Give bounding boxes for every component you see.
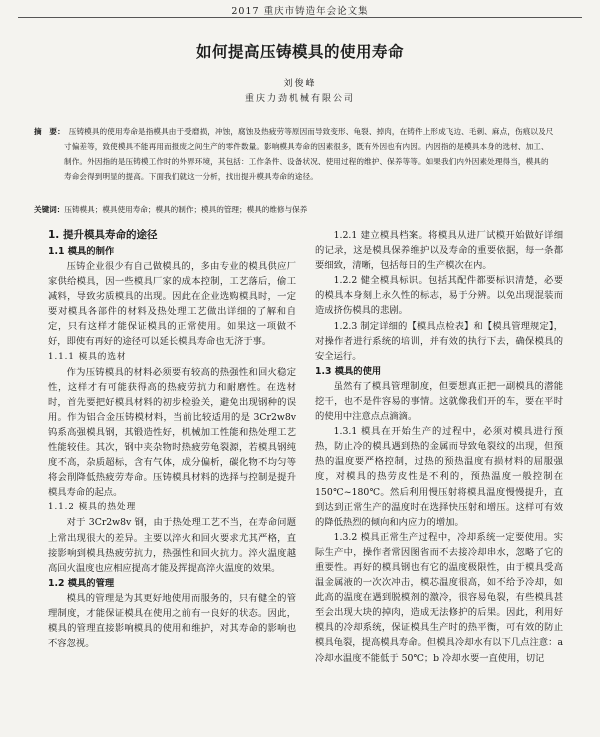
subsection-heading: 1.2 模具的管理	[48, 577, 115, 589]
subsection-heading: 1.1 模具的制作	[48, 246, 115, 257]
paragraph: 压铸企业很少有自己做模具的，多由专业的模具供应厂家供给模具，因一些模具厂家的成本控制，工艺落后，偷工减料，导致劣质模具的出现。因此在企业选购模具时，一定要对模具各部件的材料及热处理工艺做出详细的了解和自定，只有这样才能保证模具的正常使用。如果这一项做不好，即使有再好的途径可以延长模具寿命也无济于事。	[48, 261, 296, 348]
paragraph: 1.2.1 建立模具档案。将模具从进厂试模开始做好详细的记录，这是模具保养维护以及寿命的重要依据，每一条都要细致，清晰，包括每日的生产模次在内。	[315, 230, 563, 272]
paragraph: 虽然有了模具管理制度，但要想真正把一副模具的潜能挖干，也不是件容易的事情。这就像我们开的车，要在平时的使用中注意点点滴滴。	[315, 380, 563, 423]
subsection-heading: 1.3 模具的使用	[315, 365, 382, 377]
abstract	[34, 124, 556, 184]
abstract-text: 压铸模具的使用寿命是指模具由于受磨损，冲蚀，腐蚀及热疲劳等原因而导致变形、龟裂、掉肉，在铸件上形成飞边、毛刺、麻点，伤痕以及尺寸偏差等，致使模具不能再用而报废之间生产的零件数量。影响模具寿命的因素很多，既有外因也有内因。内因指的是模具本身的选材、加工、制作。外因指的是压铸模工作时的外界环境，其包括：工作条件、设备状况、使用过程的维护、保养等等。如果我们内外因素处理得当，模具的寿命会得到明显的提高。下面我们就这一分析，找出提升模具寿命的途径。	[64, 127, 554, 181]
abstract-label: 摘 要：	[34, 127, 65, 136]
section-heading: 1. 提升模具寿命的途径	[48, 229, 158, 241]
paper-title: 如何提高压铸模具的使用寿命	[195, 43, 404, 61]
paragraph: 1.2.2 健全模具标识。包括其配件都要标识清楚，必要的模具本身刻上永久性的标志，易于分辨。以免出现混装而造成挤伤模具的悲剧。	[315, 275, 563, 317]
author-name: 刘俊峰	[283, 79, 317, 89]
keywords-text: 压铸模具；模具使用寿命；模具的制作；模具的管理；模具的维修与保养	[64, 205, 308, 214]
subsubsection-heading: 1.1.2 模具的热处理	[48, 502, 137, 513]
running-header: 2017 重庆市铸造年会论文集	[231, 6, 369, 17]
keywords	[34, 203, 564, 216]
right-column	[315, 228, 563, 666]
subsubsection-heading: 1.1.1 模具的选材	[48, 351, 127, 362]
paragraph: 1.3.2 模具正常生产过程中，冷却系统一定要使用。实际生产中，操作者常因图省而不去接冷却串水，忽略了它的重要性。再好的模具钢也有它的温度极限性，由于模具受高温金属液的一次次冲击，模芯温度很高，如不给予冷却，如此高的温度在遇到脱模剂的激冷，很容易龟裂，有些模具甚至会出现大块的掉肉，造成无法修护的后果。因此，利用好模具的冷却系统，保证模具生产时的热平衡，可有效的防止模具龟裂，提高模具寿命。但模具冷却水有以下几点注意：a 冷却水温度不能低于 50℃；b 冷却水要一直使用，切记	[315, 531, 563, 664]
author-affiliation: 重庆力劲机械有限公司	[244, 94, 355, 104]
left-column	[48, 228, 296, 651]
paragraph: 对于 3Cr2w8v 钢，由于热处理工艺不当，在寿命问题上常出现很大的差异。主要以淬火和回火要求尤其严格，直接影响到模具热疲劳抗力，热强性和回火抗力。淬火温度越高回火温度也应相应提高才能及挥提高淬火温度的效果。	[48, 517, 296, 574]
header-rule	[18, 17, 582, 18]
paragraph: 作为压铸模具的材料必须要有较高的热强性和回火稳定性，这样才有可能获得高的热疲劳抗力和耐磨性。在选材时，首先要把好模具材料的初步检验关，避免出现钢种的误用。作为铝合金压铸模材料，当前比较适用的是 3Cr2w8v 钨系高强模具钢，其锻造性好，机械加工性能和热处理工艺性能较佳。其次，钢中夹杂物时热疲劳龟裂源，若模具钢纯度不高，杂质超标，含有气体，成分偏析，碳化物不均匀等将会削降低热疲劳寿命。压铸模具材料的选择与控制是提升模具寿命的起点。	[48, 366, 296, 499]
paragraph: 1.2.3 制定详细的【模具点检表】和【模具管理规定】，对操作者进行系统的培训，并有效的执行下去，确保模具的安全运行。	[315, 320, 563, 362]
keywords-label: 关键词：	[34, 205, 65, 214]
paragraph: 模具的管理是为其更好地使用而服务的，只有健全的管理制度，才能保证模具在使用之前有一良好的状态。因此，模具的管理直接影响模具的使用和维护，对其寿命的影响也不容忽视。	[48, 592, 296, 650]
paragraph: 1.3.1 模具在开始生产的过程中，必须对模具进行预热，防止冷的模具遇到热的金属而导致龟裂纹的出现，但预热的温度要严格控制，过热的预热温度有损材料的屈服强度，对模具的热劳皮性是不利的，预热温度一般控制在 150℃~180℃。然后利用慢压射将模具温度慢慢提升，直到达到正常生产的温度时在选择快压射和增压。这样可有效的降低热烈的倾向和内应力的增加。	[315, 426, 563, 528]
